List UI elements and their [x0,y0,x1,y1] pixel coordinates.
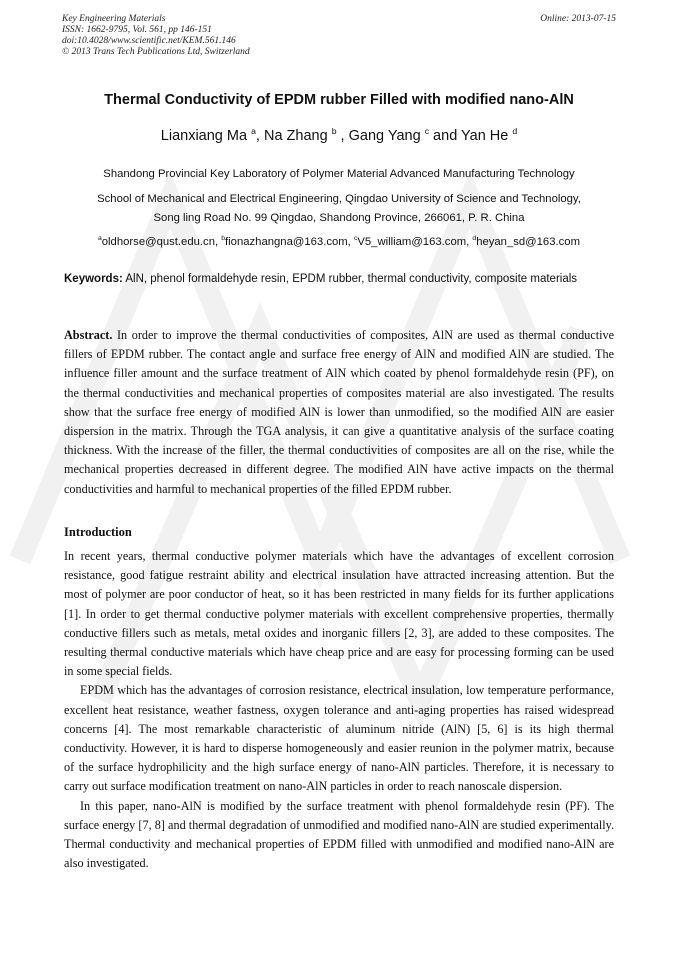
affiliation-school: School of Mechanical and Electrical Engineering, Qingdao University of Science and Technology, [97,193,581,205]
affiliation-lab: Shandong Provincial Key Laboratory of Polymer Material Advanced Manufacturing Technology [103,168,575,180]
abstract-text: In order to improve the thermal conductivities of composites, AlN are used as thermal conductive fillers of EPDM rubber. The contact angle and surface free energy of AlN and modified AlN are studied. The influence filler amount and the surface treatment of AlN which coated by phenol formaldehyde resin (PF), on the thermal conductivities and mechanical properties of composites material are also investigated. The results show that the surface free energy of modified AlN is lower than unmodified, so the modified AlN are easier dispersion in the matrix. Through the TGA analysis, it can give a quantitative analysis of the surface coating thickness. With the increase of the filler, the thermal conductivities of composites are all on the rise, while the mechanical properties decreased in different degree. The modified AlN have active impacts on the thermal conductivities and harmful to mechanical properties of the filled EPDM rubber. [64,328,615,496]
issn-line: ISSN: 1662-9795, Vol. 561, pp 146-151 [62,25,212,35]
doi-line: doi:10.4028/www.scientific.net/KEM.561.146 [62,36,236,46]
copyright-line: © 2013 Trans Tech Publications Ltd, Switzerland [62,47,250,57]
keywords-label: Keywords: [64,273,123,285]
author-list: Lianxiang Ma $^a$, Na Zhang $^b$ , Gang Yang $^c$ and Yan He $^d$ [160,126,518,144]
paper-title: Thermal Conductivity of EPDM rubber Filled with modified nano-AlN [104,92,574,108]
paragraph: In recent years, thermal conductive polymer materials which have the advantages of excellent corrosion resistance, good fatigue restraint ability and electrical insulation have attracted increasing attention. But the most of polymer are poor conductor of heat, so it has been restricted in many fields for its further applications [1]. In order to get thermal conductive polymer materials with excellent comprehensive properties, thermally conductive fillers such as metals, metal oxides and inorganic fillers [2, 3], are added to these composites. The resulting thermal conductive materials which have cheap price and are easy for processing forming can be used in some special fields. [64,549,614,679]
introduction-heading: Introduction [64,525,132,539]
journal-header [62,14,616,58]
paragraph: In this paper, nano-AlN is modified by the surface treatment with phenol formaldehyde resin (PF). The surface energy [7, 8] and thermal degradation of unmodified and modified nano-AlN are studied experimentally. Thermal conductivity and mechanical properties of EPDM filled with unmodified and modified nano-AlN are also investigated. [64,798,614,871]
author-superscript: d [512,126,518,137]
affiliation-address: Song ling Road No. 99 Qingdao, Shandong Province, 266061, P. R. China [153,212,525,224]
author-superscript: c [424,126,430,137]
email-link[interactable]: fionazhangna@163.com [225,236,348,248]
journal-name: Key Engineering Materials [62,14,166,24]
author-superscript: a [251,126,256,137]
author-superscript: b [331,126,337,137]
keywords-text: AlN, phenol formaldehyde resin, EPDM rubber, thermal conductivity, composite materials [125,273,578,285]
author-name: Yan He [461,128,509,144]
author-name: Gang Yang [348,128,421,144]
author-name: Lianxiang Ma [160,128,248,144]
email-list: $^a$oldhorse@qust.edu.cn, $^b$fionazhangna@163.com, $^c$V5_william@163.com, $^d$heyan_sd@163.com [98,235,580,248]
email-link[interactable]: V5_william@163.com [357,236,467,248]
abstract [64,326,614,499]
keywords [64,270,614,289]
email-link[interactable]: oldhorse@qust.edu.cn [101,236,215,248]
paragraph: EPDM which has the advantages of corrosion resistance, electrical insulation, low temperature performance, excellent heat resistance, weather fastness, oxygen tolerance and anti-aging properties has raised widespread concerns [4]. The most remarkable characteristic of aluminum nitride (AlN) [5, 6] is its high thermal conductivity. However, it is hard to disperse homogeneously and easier reunion in the polymer matrix, because of the surface hydrophilicity and the high surface energy of nano-AlN particles. Therefore, it is necessary to carry out surface modification treatment on nano-AlN particles in order to reach nanoscale dispersion. [64,683,614,794]
online-date: Online: 2013-07-15 [540,14,616,24]
introduction-body [64,547,614,873]
abstract-label: Abstract. [64,328,113,342]
author-name: Na Zhang [263,128,328,144]
email-link[interactable]: heyan_sd@163.com [476,236,580,248]
